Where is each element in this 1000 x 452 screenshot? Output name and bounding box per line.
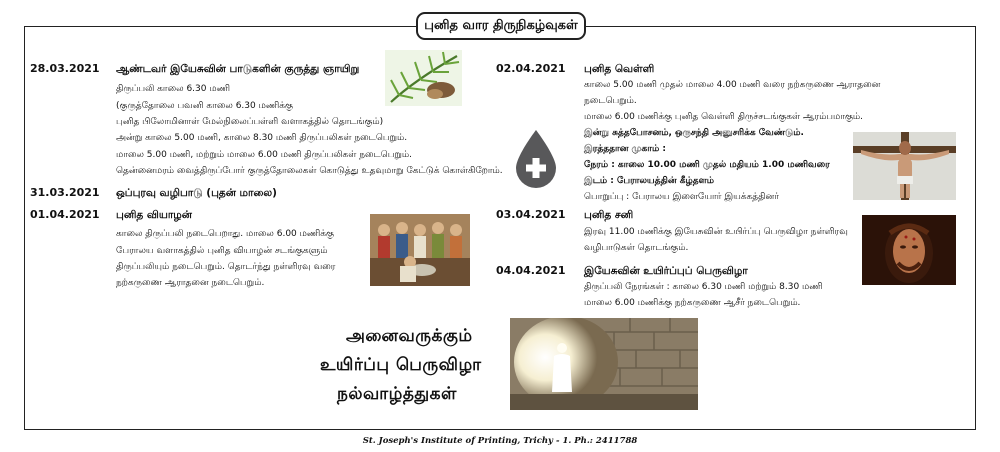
event-line: மாலை 5.00 மணி, மற்றும் மாலை 6.00 மணி திருப்பலிகள் நடைபெறும். <box>116 150 413 160</box>
event-line: புனித பிலோமினாள் மேல்நிலைப்பள்ளி வளாகத்தில் தொடங்கும்) <box>116 117 384 127</box>
event-date-easter: 04.04.2021 <box>496 264 566 277</box>
event-line: (குருத்தோலை பவனி காலை 6.30 மணிக்கு <box>116 101 293 111</box>
event-line: அன்று காலை 5.00 மணி, காலை 8.30 மணி திருப்பலிகள் நடைபெறும். <box>116 133 408 143</box>
event-line: நற்கருணை ஆராதனை நடைபெறும். <box>116 278 265 288</box>
event-line: காலை 5.00 மணி முதல் மாலை 4.00 மணி வரை நற்கருணை ஆராதனை <box>584 80 881 90</box>
event-date-holy-thursday: 01.04.2021 <box>30 208 100 221</box>
event-heading-reconciliation: ஒப்புரவு வழிபாடு (புதன் மாலை) <box>116 187 277 199</box>
event-date-good-friday: 02.04.2021 <box>496 62 566 75</box>
jesus-face-picture <box>862 215 956 285</box>
event-line: திருப்பலி நேரங்கள் : காலை 6.30 மணி மற்றும் 8.30 மணி <box>584 282 823 292</box>
event-line: காலை திருப்பலி நடைபெறாது. மாலை 6.00 மணிக்கு <box>116 229 334 239</box>
blood-camp-place: இடம் : பேராலயத்தின் கீழ்தளம் <box>584 176 714 186</box>
washing-of-feet-picture <box>370 214 470 286</box>
event-line: மாலை 6.00 மணிக்கு நற்கருணை ஆசீர் நடைபெறும். <box>584 298 801 308</box>
event-line: வழிபாடுகள் தொடங்கும். <box>584 243 689 253</box>
printer-credit: St. Joseph's Institute of Printing, Trichy - 1. Ph.: 2411788 <box>362 436 638 446</box>
event-date-reconciliation: 31.03.2021 <box>30 186 100 199</box>
event-date-holy-saturday: 03.04.2021 <box>496 208 566 221</box>
blood-drop-icon <box>512 128 560 190</box>
event-heading-good-friday: புனித வெள்ளி <box>584 63 655 75</box>
event-heading-holy-saturday: புனித சனி <box>584 209 634 221</box>
event-line: திருப்பலியும் நடைபெறும். தொடர்ந்து நள்ளிரவு வரை <box>116 262 336 272</box>
event-line: இரவு 11.00 மணிக்கு இயேசுவின் உயிர்ப்பு பெருவிழா நள்ளிரவு <box>584 227 848 237</box>
palm-branch-picture <box>385 50 462 106</box>
greeting-line-2: உயிர்ப்பு பெருவிழா <box>320 355 482 375</box>
event-line: திருப்பலி காலை 6.30 மணி <box>116 84 230 94</box>
crucifix-picture <box>853 132 956 200</box>
event-line: இன்று சுத்தபோசனம், ஒருசந்தி அனுசரிக்க வேண்டும். <box>584 128 804 138</box>
event-date-palm-sunday: 28.03.2021 <box>30 62 100 75</box>
blood-camp-time: நேரம் : காலை 10.00 மணி முதல் மதியம் 1.00 மணிவரை <box>584 160 830 170</box>
risen-christ-tomb-picture <box>510 318 698 410</box>
event-line: மாலை 6.00 மணிக்கு புனித வெள்ளி திருச்சடங்குகள் ஆரம்பமாகும். <box>584 112 863 122</box>
event-line: பேராலய வளாகத்தில் புனித வியாழன் சடங்குகளும் <box>116 246 328 256</box>
blood-camp-organizer: பொறுப்பு : பேராலய இளையோர் இயக்கத்தினர் <box>584 192 779 202</box>
event-line: நடைபெறும். <box>584 96 637 106</box>
blood-camp-title: இரத்ததான முகாம் : <box>584 144 666 154</box>
event-heading-easter: இயேசுவின் உயிர்ப்புப் பெருவிழா <box>584 265 748 277</box>
event-line: தென்னைமரம் வைத்திருப்போர் குருத்தோலைகள் கொடுத்து உதவுமாறு கேட்டுக் கொள்கிறோம். <box>116 166 503 176</box>
greeting-line-1: அனைவருக்கும் <box>346 326 473 346</box>
event-heading-holy-thursday: புனித வியாழன் <box>116 209 192 221</box>
greeting-line-3: நல்வாழ்த்துகள் <box>337 384 457 404</box>
page-title: புனித வார திருநிகழ்வுகள் <box>416 12 586 40</box>
event-heading-palm-sunday: ஆண்டவர் இயேசுவின் பாடுகளின் குருத்து ஞாயிறு <box>116 63 360 75</box>
